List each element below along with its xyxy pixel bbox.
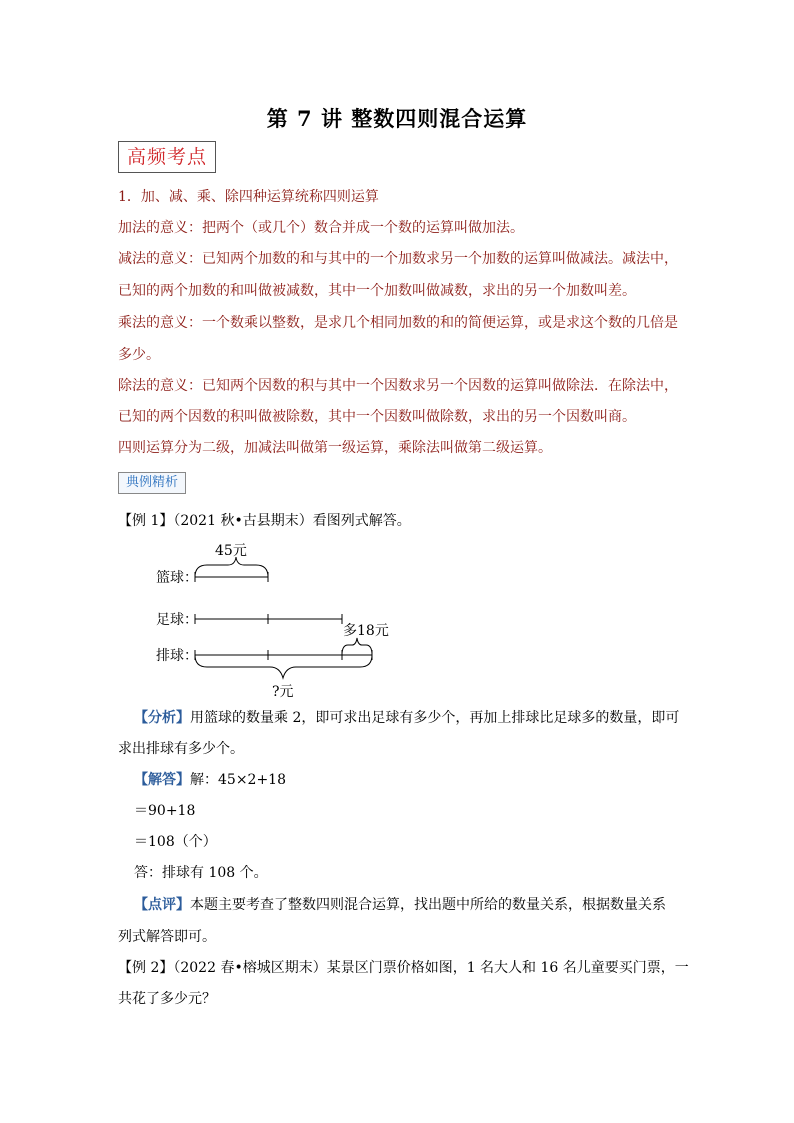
point-line-6: 多少。	[118, 347, 160, 363]
extra-value: 多18元	[343, 623, 389, 639]
analysis-text-1: 用篮球的数量乘 2，即可求出足球有多少个，再加上排球比足球多的数量，即可	[190, 710, 680, 726]
analysis-tag: 【分析】	[134, 710, 190, 726]
point-line-3: 减法的意义：已知两个加数的和与其中的一个加数求另一个加数的运算叫做减法。减法中，	[118, 251, 678, 267]
answer-line-4: 答：排球有 108 个。	[134, 865, 268, 881]
comment-line-2: 列式解答即可。	[118, 929, 216, 945]
point-line-4: 已知的两个加数的和叫做被减数，其中一个加数叫做减数，求出的另一个加数叫差。	[118, 283, 636, 299]
extra-brace	[342, 638, 372, 655]
volleyball-label: 排球：	[156, 648, 198, 664]
example2-line-2: 共花了多少元？	[118, 991, 216, 1007]
example1-header	[118, 510, 411, 530]
analysis-line-1	[134, 707, 679, 727]
volleyball-brace	[195, 655, 372, 678]
example2-text-1: （2022 春•榕城区期末）某景区门票价格如图，1 名大人和 16 名儿童要买门票，一	[173, 960, 689, 976]
unknown-value: ?元	[272, 684, 294, 700]
point-line-1: 1．加、减、乘、除四种运算统称四则运算	[118, 189, 379, 205]
example2-line-1	[118, 957, 689, 977]
page-title: 第 7 讲 整数四则混合运算	[266, 106, 528, 131]
point-line-5: 乘法的意义：一个数乘以整数，是求几个相同加数的和的简便运算，或是求这个数的几倍是	[118, 315, 678, 331]
point-line-8: 已知的两个因数的积叫做被除数，其中一个因数叫做除数，求出的另一个因数叫商。	[118, 409, 636, 425]
answer-line-1	[134, 769, 286, 789]
example1-question: （2021 秋•古县期末）看图列式解答。	[173, 513, 411, 529]
comment-line-1	[134, 894, 666, 914]
comment-tag: 【点评】	[134, 897, 190, 913]
key-points-badge: 高频考点	[118, 141, 216, 173]
basketball-value: 45元	[215, 543, 247, 559]
basketball-label: 篮球：	[156, 570, 198, 586]
example2-label: 【例 2】	[118, 960, 174, 976]
point-line-2: 加法的意义：把两个（或几个）数合并成一个数的运算叫做加法。	[118, 220, 524, 236]
point-line-9: 四则运算分为二级，加减法叫做第一级运算，乘除法叫做第二级运算。	[118, 440, 552, 456]
comment-text-1: 本题主要考查了整数四则混合运算，找出题中所给的数量关系，根据数量关系	[190, 897, 666, 913]
basketball-brace	[195, 557, 268, 577]
analysis-line-2: 求出排球有多少个。	[118, 741, 244, 757]
answer-line-3: ＝108（个）	[134, 834, 217, 850]
answer-text-1: 解：45×2+18	[190, 772, 286, 788]
point-line-7: 除法的意义：已知两个因数的积与其中一个因数求另一个因数的运算叫做除法．在除法中，	[118, 378, 678, 394]
example1-label: 【例 1】	[118, 513, 174, 529]
examples-badge: 典例精析	[118, 472, 186, 494]
answer-line-2: ＝90+18	[134, 803, 196, 819]
answer-tag: 【解答】	[134, 772, 190, 788]
football-label: 足球：	[156, 612, 198, 628]
